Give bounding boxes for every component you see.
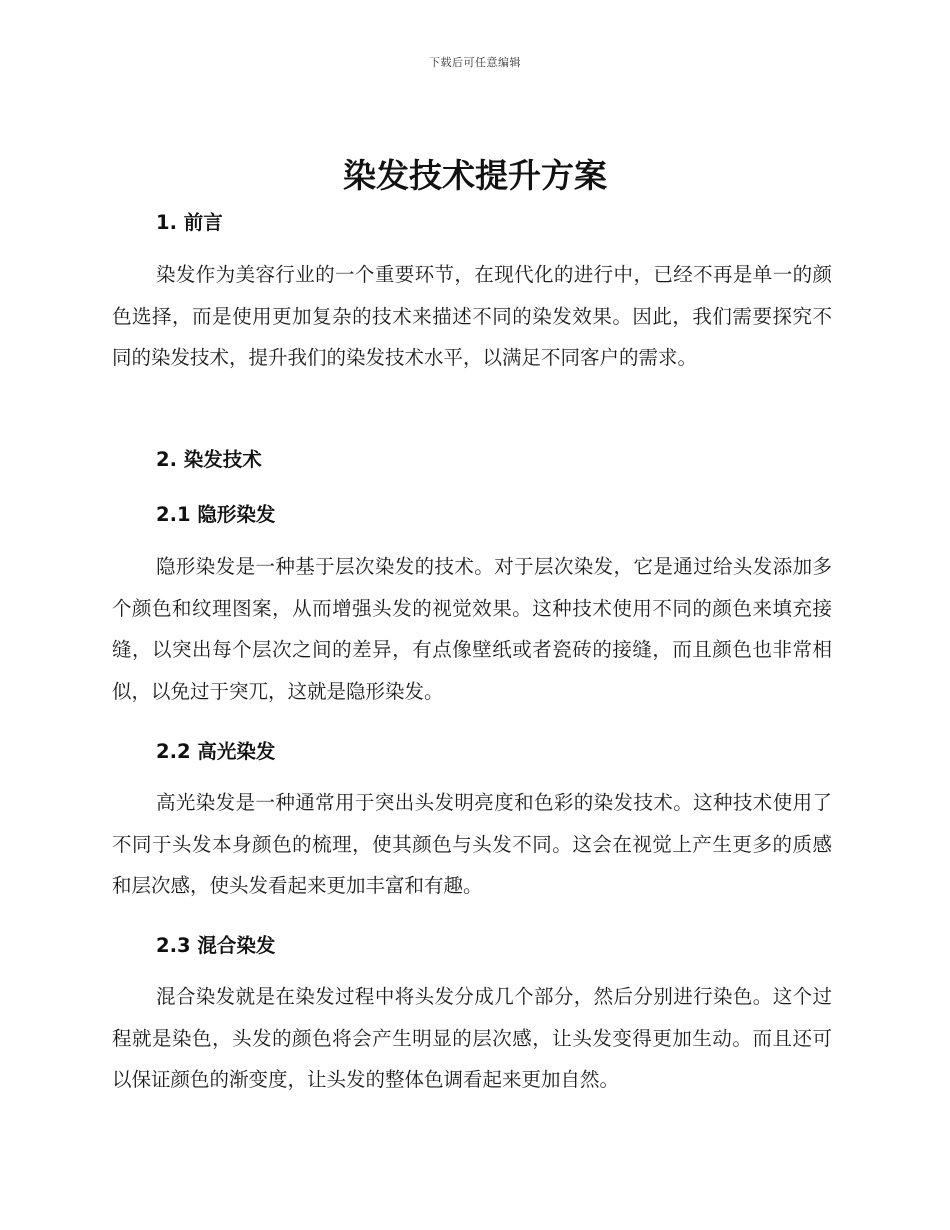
subsection-heading-invisible-dye: 2.1 隐形染发 bbox=[156, 503, 276, 526]
paragraph-invisible-dye: 隐形染发是一种基于层次染发的技术。对于层次染发，它是通过给头发添加多个颜色和纹理图案，从而增强头发的视觉效果。这种技术使用不同的颜色来填充接缝，以突出每个层次之间的差异，有点像壁纸或者瓷砖的接缝，而且颜色也非常相似，以免过于突兀，这就是隐形染发。 bbox=[112, 555, 832, 703]
header-note: 下载后可任意编辑 bbox=[429, 56, 521, 69]
subsection-heading-highlight-dye: 2.2 高光染发 bbox=[156, 740, 276, 763]
paragraph-highlight-dye: 高光染发是一种通常用于突出头发明亮度和色彩的染发技术。这种技术使用了不同于头发本身颜色的梳理，使其颜色与头发不同。这会在视觉上产生更多的质感和层次感，使头发看起来更加丰富和有趣。 bbox=[112, 791, 832, 897]
section-heading-techniques: 2. 染发技术 bbox=[156, 448, 262, 471]
subsection-heading-mixed-dye: 2.3 混合染发 bbox=[156, 934, 276, 957]
paragraph-preface: 染发作为美容行业的一个重要环节，在现代化的进行中，已经不再是单一的颜色选择，而是使用更加复杂的技术来描述不同的染发效果。因此，我们需要探究不同的染发技术，提升我们的染发技术水平，以满足不同客户的需求。 bbox=[112, 263, 832, 369]
paragraph-mixed-dye: 混合染发就是在染发过程中将头发分成几个部分，然后分别进行染色。这个过程就是染色，头发的颜色将会产生明显的层次感，让头发变得更加生动。而且还可以保证颜色的渐变度，让头发的整体色调看起来更加自然。 bbox=[112, 985, 832, 1091]
document-title: 染发技术提升方案 bbox=[343, 156, 607, 195]
section-heading-preface: 1. 前言 bbox=[156, 211, 223, 234]
